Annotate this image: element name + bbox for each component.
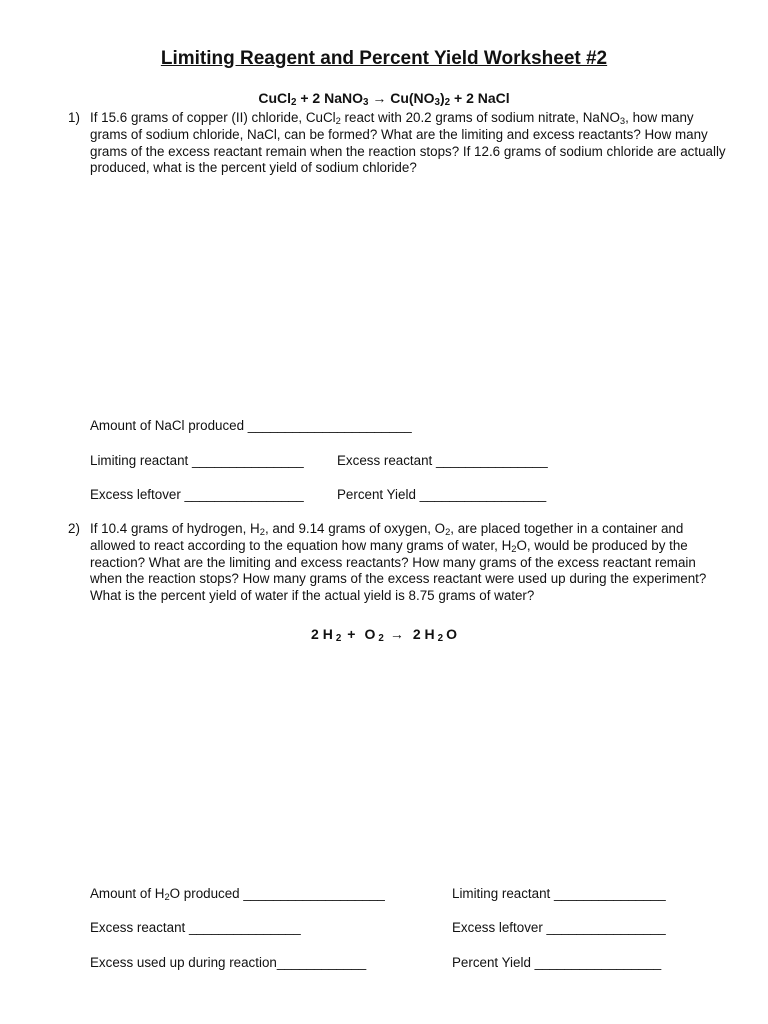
answer-excess-reactant[interactable]: Excess reactant _______________ xyxy=(90,920,301,935)
question-text: If 15.6 grams of copper (II) chloride, CuCl$_2$ react with 20.2 grams of sodium nitrate, NaNO$_3$, how many grams of sodium chloride, NaCl, can be formed? What are the limiting and excess reactants? How many grams of the excess reactant remain when the reaction stops? If 12.6 grams of sodium chloride are actually produced, what is the percent yield of sodium chloride? xyxy=(90,110,726,176)
arrow-icon: → xyxy=(389,626,404,642)
question-number: 2) xyxy=(68,521,80,536)
answer-percent-yield[interactable]: Percent Yield _________________ xyxy=(337,487,547,502)
answer-excess-leftover[interactable]: Excess leftover ________________ xyxy=(90,487,304,502)
question-1 xyxy=(68,110,728,177)
answer-limiting-reactant[interactable]: Limiting reactant _______________ xyxy=(452,886,666,901)
arrow-icon: → xyxy=(372,90,387,106)
question-number: 1) xyxy=(68,110,80,125)
answer-excess-reactant[interactable]: Excess reactant _______________ xyxy=(337,453,548,468)
reaction-equation-2: 2 H $_2$ + O $_2$ → 2 H $_2$ O xyxy=(311,626,457,644)
reaction-equation-1: CuCl$_2$ + 2 NaNO$_3$ → $Cu(NO_3)_2 + 2$ NaCl xyxy=(258,90,510,108)
answer-limiting-reactant[interactable]: Limiting reactant _______________ xyxy=(90,453,304,468)
answer-nacl-produced[interactable]: Amount of NaCl produced ______________________ xyxy=(90,418,412,433)
worksheet-title: Limiting Reagent and Percent Yield Worksheet #2 xyxy=(160,48,608,69)
answer-excess-leftover[interactable]: Excess leftover ________________ xyxy=(452,920,666,935)
answer-h2o-produced[interactable]: Amount of $H_2O$ produced ___________________ xyxy=(90,886,385,902)
question-text: If 10.4 grams of hydrogen, $H_2$, and 9.14 grams of oxygen, $O_2$, are placed together in a container and allowed to react according to the equation how many grams of water, $H_2O$, would be produced by the reaction? What are the limiting and excess reactants? How many grams of the excess reactant remain when the reaction stops? How many grams of the excess reactant were used up during the experiment? What is the percent yield of water if the actual yield is 8.75 grams of water? xyxy=(90,521,707,604)
answer-percent-yield[interactable]: Percent Yield _________________ xyxy=(452,955,662,970)
question-2 xyxy=(68,521,728,605)
answer-excess-used-up[interactable]: Excess used up during reaction____________ xyxy=(90,955,367,970)
